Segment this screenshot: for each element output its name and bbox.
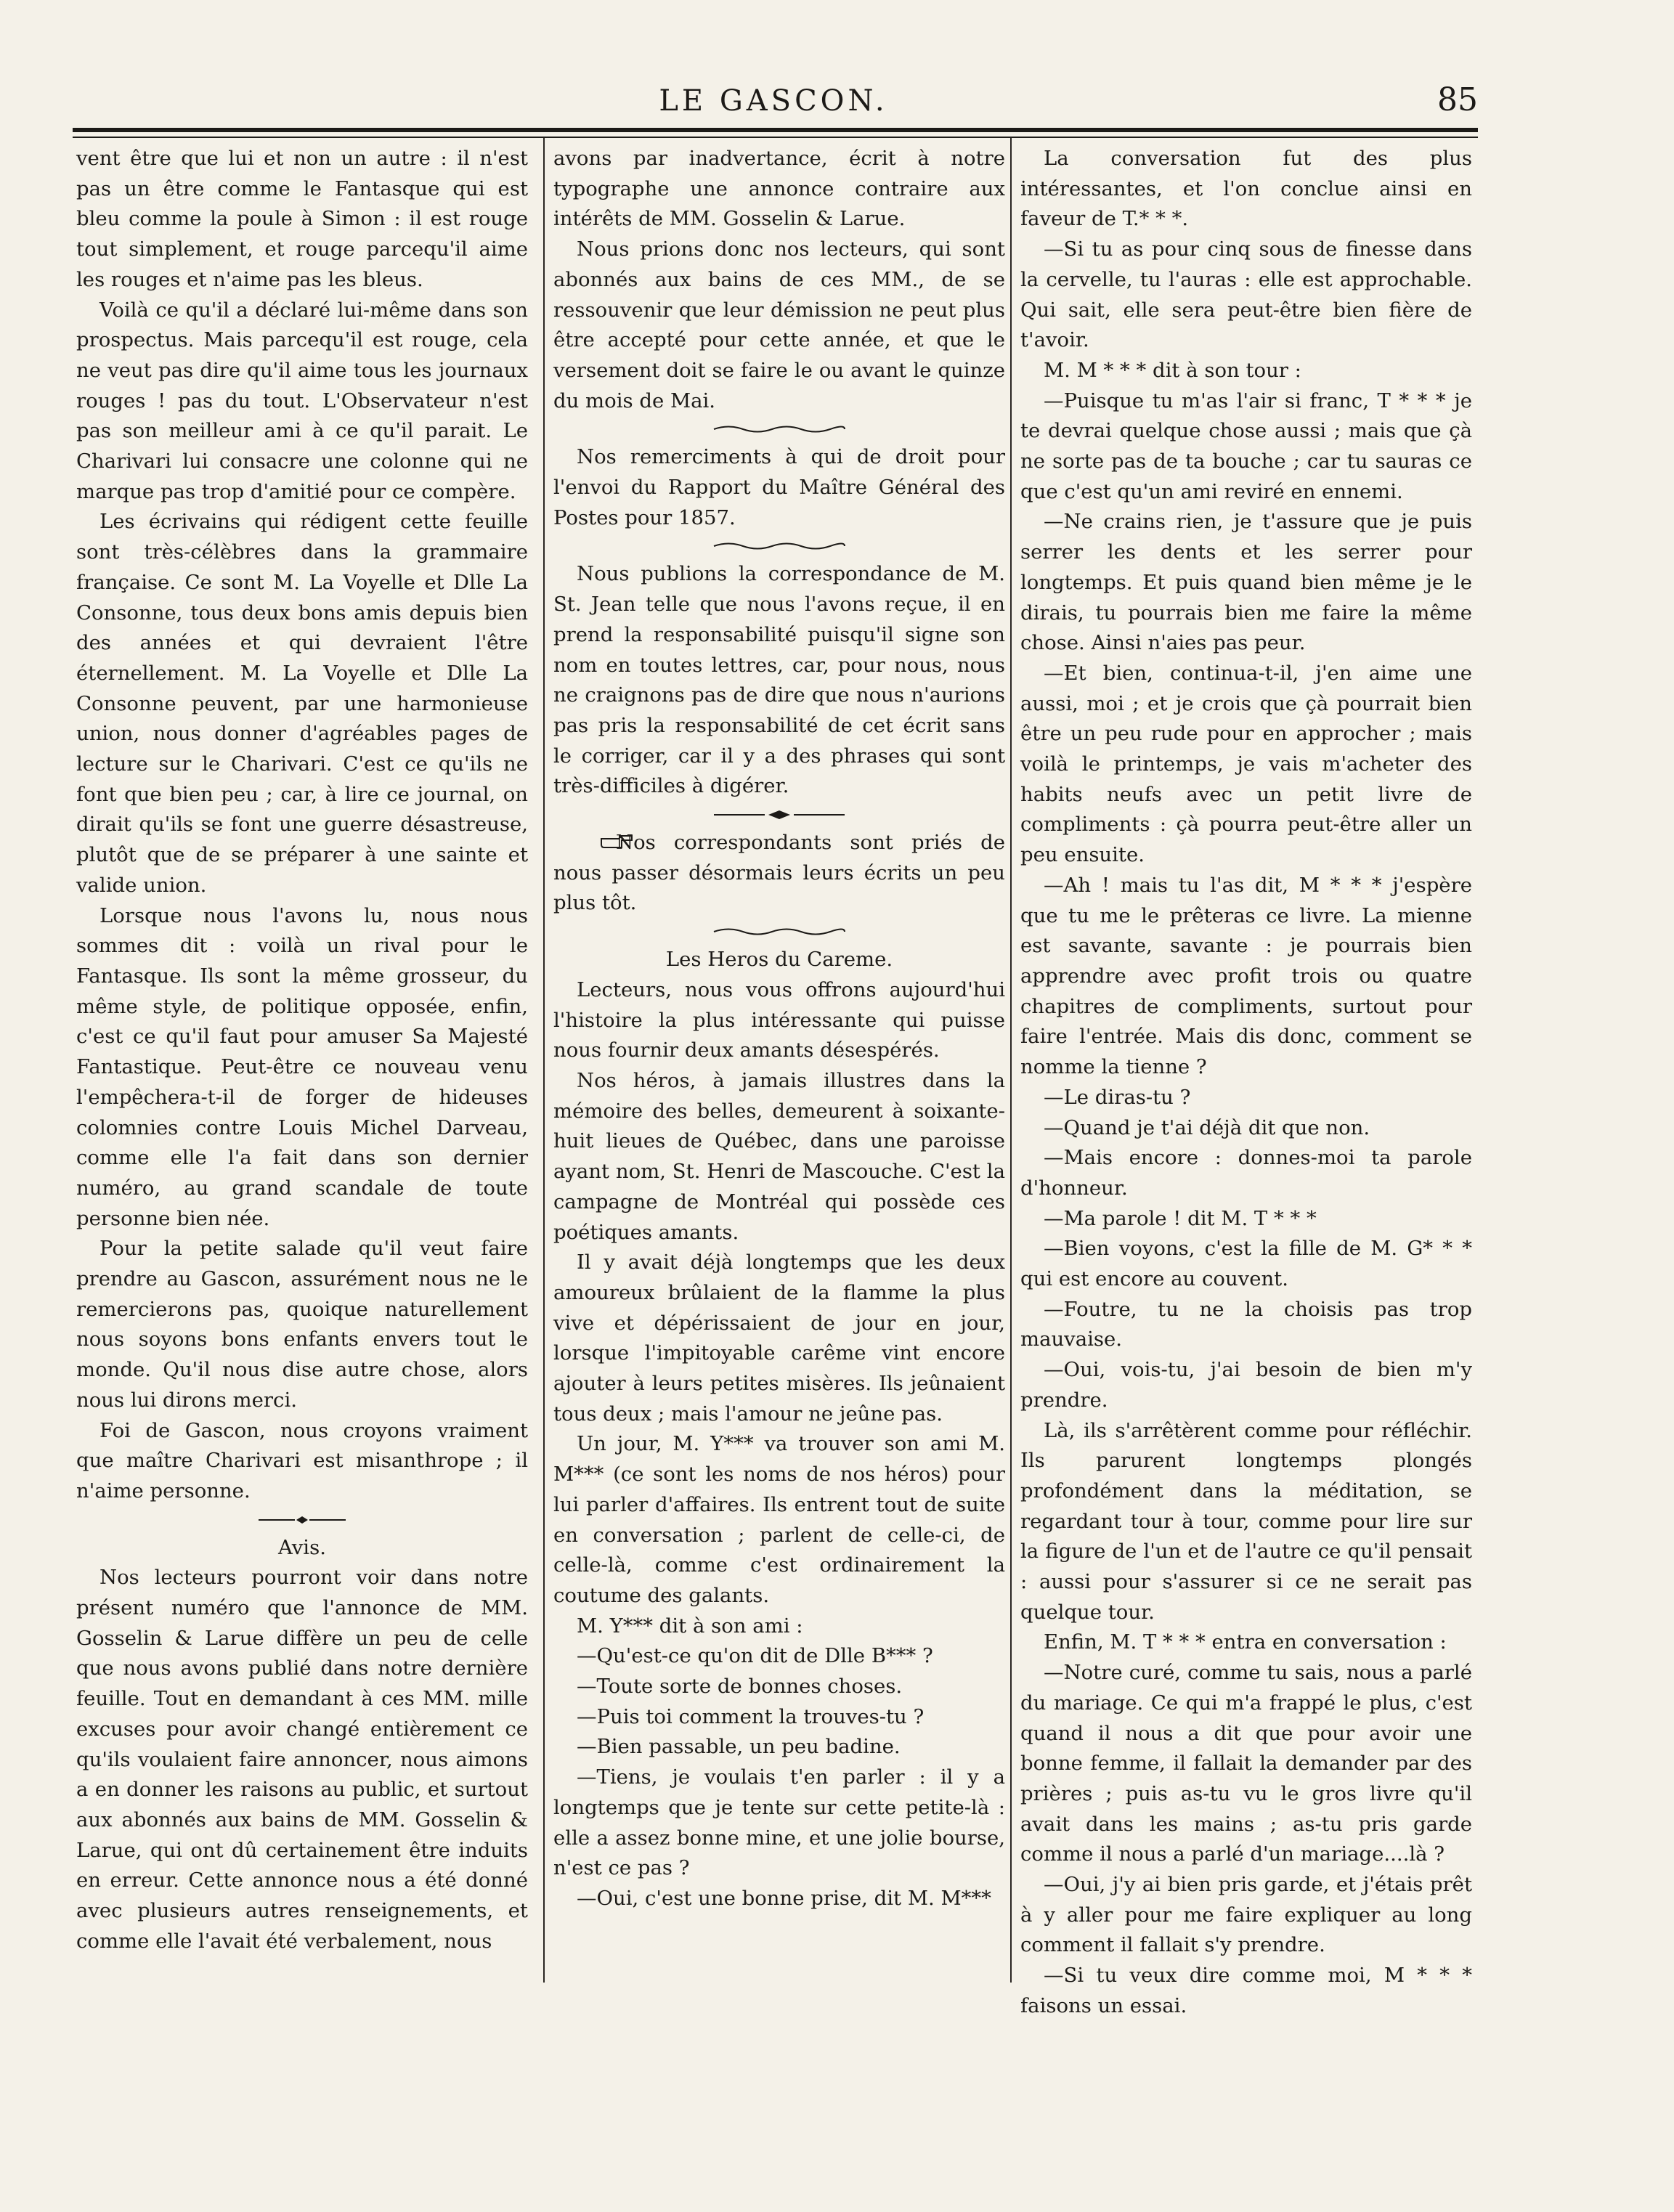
article-paragraph: Nos lecteurs pourront voir dans notre présent numéro que l'annonce de MM. Gosselin & Larue diffère un peu de celle que nous avons publié dans notre dernière feuille. Tout en demandant à ces MM. mille excuses pour avoir changé entièrement ce qu'ils voulaient faire annoncer, nous aimons a en donner les raisons au public, et surtout aux abonnés aux bains de MM. Gosselin & Larue, qui ont dû certainement être induits en erreur. Cette annonce nous a été donné avec plusieurs autres renseignements, et comme elle l'avait été verbalement, nous	[76, 1566, 528, 1953]
section-ornament	[553, 919, 1005, 945]
dialogue-line: —Oui, vois-tu, j'ai besoin de bien m'y prendre.	[1020, 1358, 1472, 1412]
section-ornament	[553, 416, 1005, 442]
dialogue-line: —Puisque tu m'as l'air si franc, T * * * je te devrai quelque chose aussi ; mais que çà ne sorte pas de ta bouche ; car tu sauras ce que c'est qu'un ami reviré en ennemi.	[1020, 389, 1472, 503]
section-ornament	[76, 1507, 528, 1533]
dialogue-line: —Oui, j'y ai bien pris garde, et j'étais prêt à y aller pour me faire expliquer au long comment il fallait s'y prendre.	[1020, 1873, 1472, 1957]
article-paragraph: La conversation fut des plus intéressantes, et l'on conclue ainsi en faveur de T.* * *.	[1020, 147, 1472, 231]
article-paragraph: Nos héros, à jamais illustres dans la mémoire des belles, demeurent à soixante-huit lieues de Québec, dans une paroisse ayant nom, St. Henri de Mascouche. C'est la campagne de Montréal qui possède ces poétiques amants.	[553, 1068, 1005, 1244]
article-paragraph: M. Y*** dit à son ami :	[577, 1614, 803, 1638]
article-paragraph: Voilà ce qu'il a déclaré lui-même dans son prospectus. Mais parcequ'il est rouge, cela ne veut pas dire qu'il aime tous les journaux rouges ! pas du tout. L'Observateur n'est pas son meilleur ami à ce qu'il parait. Le Charivari lui consacre une colonne qui ne marque pas trop d'amitié pour ce compère.	[76, 298, 528, 503]
column-1	[76, 144, 528, 1956]
section-ornament	[553, 802, 1005, 828]
dialogue-line: —Bien passable, un peu badine.	[577, 1735, 901, 1759]
dialogue-line: —Si tu veux dire comme moi, M * * * faisons un essai.	[1020, 1964, 1472, 2017]
article-paragraph: Enfin, M. T * * * entra en conversation :	[1044, 1630, 1447, 1654]
dialogue-line: —Et bien, continua-t-il, j'en aime une aussi, moi ; et je crois que çà pourrait bien être un peu rude pour en approcher ; mais voilà le printemps, je vais m'acheter des habits neufs avec un petit livre de compliments : çà pourra peut-être aller un peu ensuite.	[1020, 661, 1472, 867]
dialogue-line: —Notre curé, comme tu sais, nous a parlé du mariage. Ce qui m'a frappé le plus, c'est quand il nous a dit que pour avoir une bonne femme, il fallait la demander par des prières ; puis as-tu vu le gros livre qu'il avait dans les mains ; as-tu pris garde comme il nous a parlé d'un mariage....là ?	[1020, 1661, 1472, 1866]
article-paragraph: M. M * * * dit à son tour :	[1044, 358, 1301, 382]
article-paragraph: Lecteurs, nous vous offrons aujourd'hui l'histoire la plus intéressante qui puisse nous fournir deux amants désespérés.	[553, 977, 1005, 1062]
dialogue-line: —Ne crains rien, je t'assure que je puis serrer les dents et les serrer pour longtemps. Et puis quand bien même je le dirais, tu pourrais bien me faire la même chose. Ainsi n'aies pas peur.	[1020, 510, 1472, 655]
article-paragraph: Lorsque nous l'avons lu, nous nous sommes dit : voilà un rival pour le Fantasque. Ils sont la même grosseur, du même style, de politique opposée, enfin, c'est ce qu'il faut pour amuser Sa Majesté Fantastique. Peut-être ce nouveau venu l'empêchera-t-il de forger de hideuses colomnies contre Louis Michel Darveau, comme elle l'a fait dans son dernier numéro, au grand scandale de toute personne bien née.	[76, 903, 528, 1230]
article-paragraph: Les écrivains qui rédigent cette feuille sont très-célèbres dans la grammaire française. Ce sont M. La Voyelle et Dlle La Consonne, tous deux bons amis depuis bien des années et qui devraient l'être éternellement. M. La Voyelle et Dlle La Consonne peuvent, par une harmonieuse union, nous donner d'agréables pages de lecture sur le Charivari. C'est ce qu'ils ne font que bien peu ; car, à lire ce journal, on dirait qu'ils se font une guerre désastreuse, plutôt que de se préparer à une sainte et valide union.	[76, 510, 528, 897]
column-divider	[543, 138, 545, 1983]
dialogue-line: —Si tu as pour cinq sous de finesse dans la cervelle, tu l'auras : elle est approchable. Qui sait, elle sera peut-être bien fière de t'avoir.	[1020, 237, 1472, 352]
pointing-hand-icon	[577, 831, 610, 850]
dialogue-line: —Ma parole ! dit M. T * * *	[1044, 1206, 1317, 1230]
dialogue-line: —Le diras-tu ?	[1044, 1085, 1191, 1109]
newspaper-title: LE GASCON.	[659, 84, 888, 118]
dialogue-line: —Bien voyons, c'est la fille de M. G* * * qui est encore au couvent.	[1020, 1237, 1472, 1291]
article-paragraph: Il y avait déjà longtemps que les deux amoureux brûlaient de la flamme la plus vive et dépérissaient de jour en jour, lorsque l'impitoyable carême vint encore ajouter à leurs petites misères. Ils jeûnaient tous deux ; mais l'amour ne jeûne pas.	[553, 1251, 1005, 1426]
article-paragraph: Nous prions donc nos lecteurs, qui sont abonnés aux bains de ces MM., de se ressouvenir que leur démission ne peut plus être accepté pour cette année, et que le versement doit se faire le ou avant le quinze du mois de Mai.	[553, 237, 1005, 412]
dialogue-line: —Toute sorte de bonnes choses.	[577, 1675, 903, 1699]
header-rule-thick	[73, 128, 1478, 132]
notice-text: Nos correspondants sont priés de nous passer désormais leurs écrits un peu plus tôt.	[553, 831, 1005, 915]
article-paragraph: Pour la petite salade qu'il veut faire prendre au Gascon, assurément nous ne le remercierons pas, quoique naturellement nous soyons bons enfants envers tout le monde. Qu'il nous dise autre chose, alors nous lui dirons merci.	[76, 1237, 528, 1412]
article-paragraph: Là, ils s'arrêtèrent comme pour réfléchir. Ils parurent longtemps plongés profondément dans la méditation, se regardant tour à tour, comme pour lire sur la figure de l'un et de l'autre ce qu'il pensait : aussi pour s'assurer si ce ne serait pas quelque tour.	[1020, 1418, 1472, 1624]
dialogue-line: —Tiens, je voulais t'en parler : il y a longtemps que je tente sur cette petite-là : elle a assez bonne mine, et une jolie bourse, n'est ce pas ?	[553, 1765, 1005, 1880]
section-heading: Avis.	[278, 1535, 326, 1559]
dialogue-line: —Oui, c'est une bonne prise, dit M. M***	[577, 1886, 991, 1910]
dialogue-line: —Mais encore : donnes-moi ta parole d'honneur.	[1020, 1146, 1472, 1200]
dialogue-line: —Puis toi comment la trouves-tu ?	[577, 1704, 925, 1728]
dialogue-line: —Foutre, tu ne la choisis pas trop mauvaise.	[1020, 1297, 1472, 1351]
column-3	[1020, 144, 1472, 2022]
page-number: 85	[1437, 81, 1478, 118]
article-paragraph	[553, 828, 1005, 919]
article-paragraph: Nos remerciments à qui de droit pour l'envoi du Rapport du Maître Général des Postes pour 1857.	[553, 445, 1005, 529]
section-ornament	[553, 533, 1005, 559]
article-paragraph: Nous publions la correspondance de M. St. Jean telle que nous l'avons reçue, il en prend la responsabilité puisqu'il signe son nom en toutes lettres, car, pour nous, nous ne craignons pas de dire que nous n'aurions pas pris la responsabilité de cet écrit sans le corriger, car il y a des phrases qui sont très-difficiles à digérer.	[553, 562, 1005, 798]
article-paragraph: Foi de Gascon, nous croyons vraiment que maître Charivari est misanthrope ; il n'aime personne.	[76, 1418, 528, 1503]
dialogue-line: —Ah ! mais tu l'as dit, M * * * j'espère que tu me le prêteras ce livre. La mienne est savante, savante : je pourrais bien apprendre avec profit trois ou quatre chapitres de compliments, surtout pour faire l'entrée. Mais dis donc, comment se nomme la tienne ?	[1020, 873, 1472, 1079]
masthead	[69, 81, 1478, 126]
article-paragraph: avons par inadvertance, écrit à notre typographe une annonce contraire aux intérêts de MM. Gosselin & Larue.	[553, 147, 1005, 231]
header-rule-thin	[73, 137, 1478, 138]
dialogue-line: —Qu'est-ce qu'on dit de Dlle B*** ?	[577, 1644, 933, 1668]
column-divider	[1010, 138, 1012, 1983]
article-paragraph: vent être que lui et non un autre : il n'est pas un être comme le Fantasque qui est bleu comme la poule à Simon : il est rouge tout simplement, et rouge parcequ'il aime les rouges et n'aime pas les bleus.	[76, 147, 528, 291]
section-heading: Les Heros du Careme.	[665, 948, 893, 972]
column-2	[553, 144, 1005, 1914]
dialogue-line: —Quand je t'ai déjà dit que non.	[1044, 1115, 1370, 1139]
article-paragraph: Un jour, M. Y*** va trouver son ami M. M*** (ce sont les noms de nos héros) pour lui parler d'affaires. Ils entrent tout de suite en conversation ; parlent de celle-ci, de celle-là, comme c'est ordinairement la coutume des galants.	[553, 1432, 1005, 1607]
